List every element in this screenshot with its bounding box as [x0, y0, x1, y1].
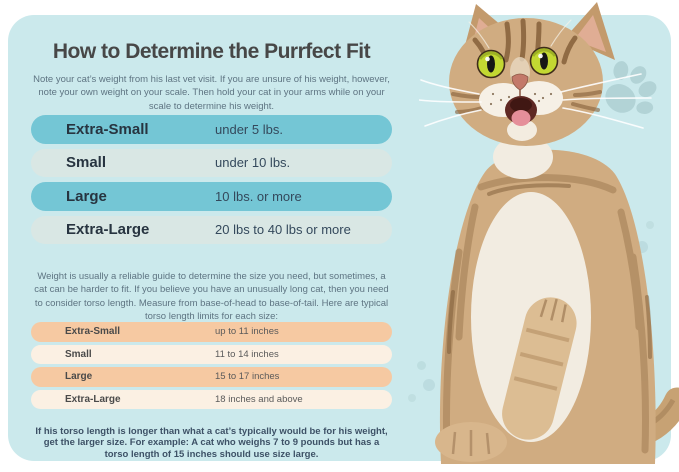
table-row: [31, 182, 392, 211]
size-label: Extra-Small: [66, 120, 149, 138]
size-value: under 5 lbs.: [215, 121, 283, 137]
table-row: [31, 390, 392, 410]
size-label: Small: [65, 348, 92, 360]
size-value: 20 lbs to 40 lbs or more: [215, 222, 351, 238]
size-label: Extra-Small: [65, 326, 121, 338]
table-row: [31, 322, 392, 342]
cat-photo: [419, 2, 679, 464]
weight-size-table: [31, 115, 392, 249]
intro-text: Note your cat’s weight from his last vet visit. If you are unsure of his weight, however, note your own weight on your scale. Then hold your cat in your arms while on your scale to determine his weight.: [33, 73, 390, 112]
size-label: Large: [66, 187, 107, 205]
table-row: [31, 115, 392, 144]
size-label: Large: [65, 371, 93, 383]
size-value: 10 lbs. or more: [215, 188, 302, 204]
table-row: [31, 149, 392, 178]
size-value: under 10 lbs.: [215, 155, 291, 171]
size-value: 18 inches and above: [215, 393, 303, 405]
size-value: 11 to 14 inches: [215, 348, 279, 360]
footer-note-text: If his torso length is longer than what a cat’s typically would be for his weight, get the larger size. For example: A cat who weighs 7 to 9 pounds but has a torso length of 15 inches should use size large.: [35, 425, 388, 461]
torso-length-table: [31, 322, 392, 412]
size-value: 15 to 17 inches: [215, 371, 280, 383]
table-row: [31, 345, 392, 365]
size-label: Extra-Large: [66, 221, 150, 239]
dot-decoration: [408, 394, 416, 402]
size-label: Small: [66, 154, 107, 172]
size-label: Extra-Large: [65, 393, 121, 405]
table-row: [31, 367, 392, 387]
table-row: [31, 216, 392, 245]
torso-note-text: Weight is usually a reliable guide to determine the size you need, but sometimes, a cat can be harder to fit. If you believe you have an unusually long cat, then you need to consider torso length. Measure from base-of-head to base-of-tail. Here are typical torso length limits for each size:: [34, 270, 389, 322]
page-title: How to Determine the Purrfect Fit: [52, 40, 371, 64]
size-value: up to 11 inches: [215, 326, 279, 338]
